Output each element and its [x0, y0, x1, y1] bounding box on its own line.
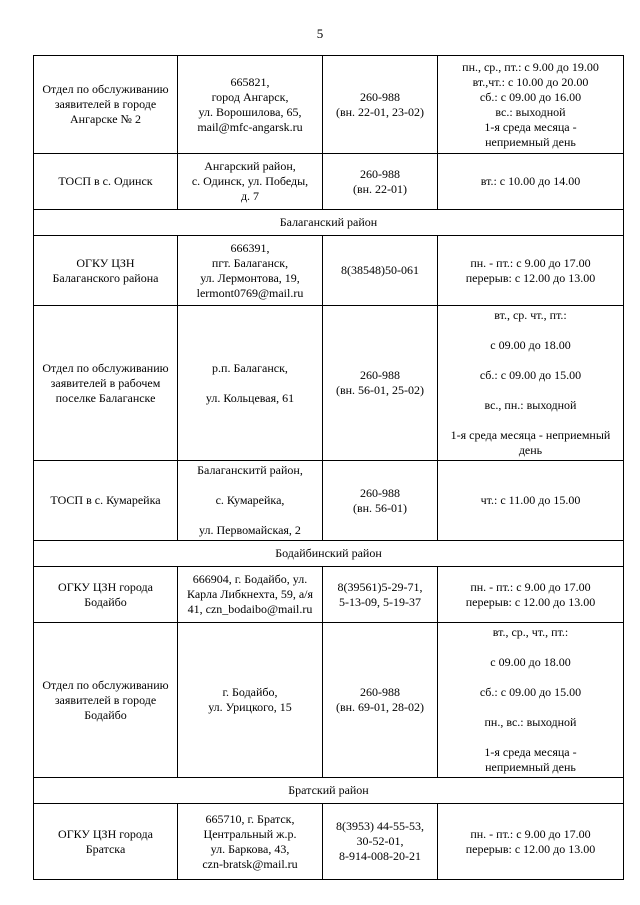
section-title: Балаганский район — [34, 210, 624, 236]
section-row — [34, 210, 624, 236]
office-phone-cell: 260-988 (вн. 22-01, 23-02) — [323, 56, 438, 154]
office-address-cell: 665710, г. Братск, Центральный ж.р. ул. Баркова, 43, czn-bratsk@mail.ru — [178, 804, 323, 880]
office-address-cell: Ангарский район, с. Одинск, ул. Победы, д. 7 — [178, 154, 323, 210]
office-name-cell: ОГКУ ЦЗН Балаганского района — [34, 236, 178, 306]
office-address-cell: 666391, пгт. Балаганск, ул. Лермонтова, 19, lermont0769@mail.ru — [178, 236, 323, 306]
table-row — [34, 804, 624, 880]
office-phone-cell: 260-988 (вн. 56-01, 25-02) — [323, 306, 438, 461]
office-name-cell: Отдел по обслуживанию заявителей в рабочем поселке Балаганске — [34, 306, 178, 461]
table-row — [34, 56, 624, 154]
office-phone-cell: 260-988 (вн. 56-01) — [323, 461, 438, 541]
table-row — [34, 306, 624, 461]
office-phone-cell: 8(38548)50-061 — [323, 236, 438, 306]
office-phone-cell: 8(3953) 44-55-53, 30-52-01, 8-914-008-20-21 — [323, 804, 438, 880]
section-title: Бодайбинский район — [34, 541, 624, 567]
table-row — [34, 567, 624, 623]
section-row — [34, 778, 624, 804]
office-phone-cell: 8(39561)5-29-71, 5-13-09, 5-19-37 — [323, 567, 438, 623]
office-address-cell: р.п. Балаганск, ул. Кольцевая, 61 — [178, 306, 323, 461]
office-name-cell: Отдел по обслуживанию заявителей в городе Ангарске № 2 — [34, 56, 178, 154]
office-phone-cell: 260-988 (вн. 22-01) — [323, 154, 438, 210]
office-address-cell: 665821, город Ангарск, ул. Ворошилова, 65, mail@mfc-angarsk.ru — [178, 56, 323, 154]
table-row — [34, 154, 624, 210]
page-number: 5 — [316, 26, 324, 41]
office-name-cell: ОГКУ ЦЗН города Бодайбо — [34, 567, 178, 623]
offices-table — [33, 55, 624, 880]
office-address-cell: Балаганскитй район, с. Кумарейка, ул. Первомайская, 2 — [178, 461, 323, 541]
office-name-cell: ТОСП в с. Одинск — [34, 154, 178, 210]
office-hours-cell: вт.: с 10.00 до 14.00 — [438, 154, 624, 210]
office-name-cell: ОГКУ ЦЗН города Братска — [34, 804, 178, 880]
office-address-cell: г. Бодайбо, ул. Урицкого, 15 — [178, 623, 323, 778]
office-hours-cell: вт., ср. чт., пт.: с 09.00 до 18.00 сб.: с 09.00 до 15.00 вс., пн.: выходной 1-я среда месяца - неприемный день — [438, 306, 624, 461]
office-hours-cell: пн., ср., пт.: с 9.00 до 19.00 вт.,чт.: с 10.00 до 20.00 сб.: с 09.00 до 16.00 вс.: выходной 1-я среда месяца - неприемный день — [438, 56, 624, 154]
office-hours-cell: пн. - пт.: с 9.00 до 17.00 перерыв: с 12.00 до 13.00 — [438, 236, 624, 306]
office-hours-cell: пн. - пт.: с 9.00 до 17.00 перерыв: с 12.00 до 13.00 — [438, 804, 624, 880]
table-row — [34, 623, 624, 778]
office-phone-cell: 260-988 (вн. 69-01, 28-02) — [323, 623, 438, 778]
office-hours-cell: чт.: с 11.00 до 15.00 — [438, 461, 624, 541]
office-hours-cell: вт., ср., чт., пт.: с 09.00 до 18.00 сб.: с 09.00 до 15.00 пн., вс.: выходной 1-я среда месяца - неприемный день — [438, 623, 624, 778]
office-hours-cell: пн. - пт.: с 9.00 до 17.00 перерыв: с 12.00 до 13.00 — [438, 567, 624, 623]
section-row — [34, 541, 624, 567]
table-row — [34, 236, 624, 306]
office-name-cell: ТОСП в с. Кумарейка — [34, 461, 178, 541]
section-title: Братский район — [34, 778, 624, 804]
office-address-cell: 666904, г. Бодайбо, ул. Карла Либкнехта, 59, а/я 41, czn_bodaibo@mail.ru — [178, 567, 323, 623]
office-name-cell: Отдел по обслуживанию заявителей в городе Бодайбо — [34, 623, 178, 778]
table-row — [34, 461, 624, 541]
